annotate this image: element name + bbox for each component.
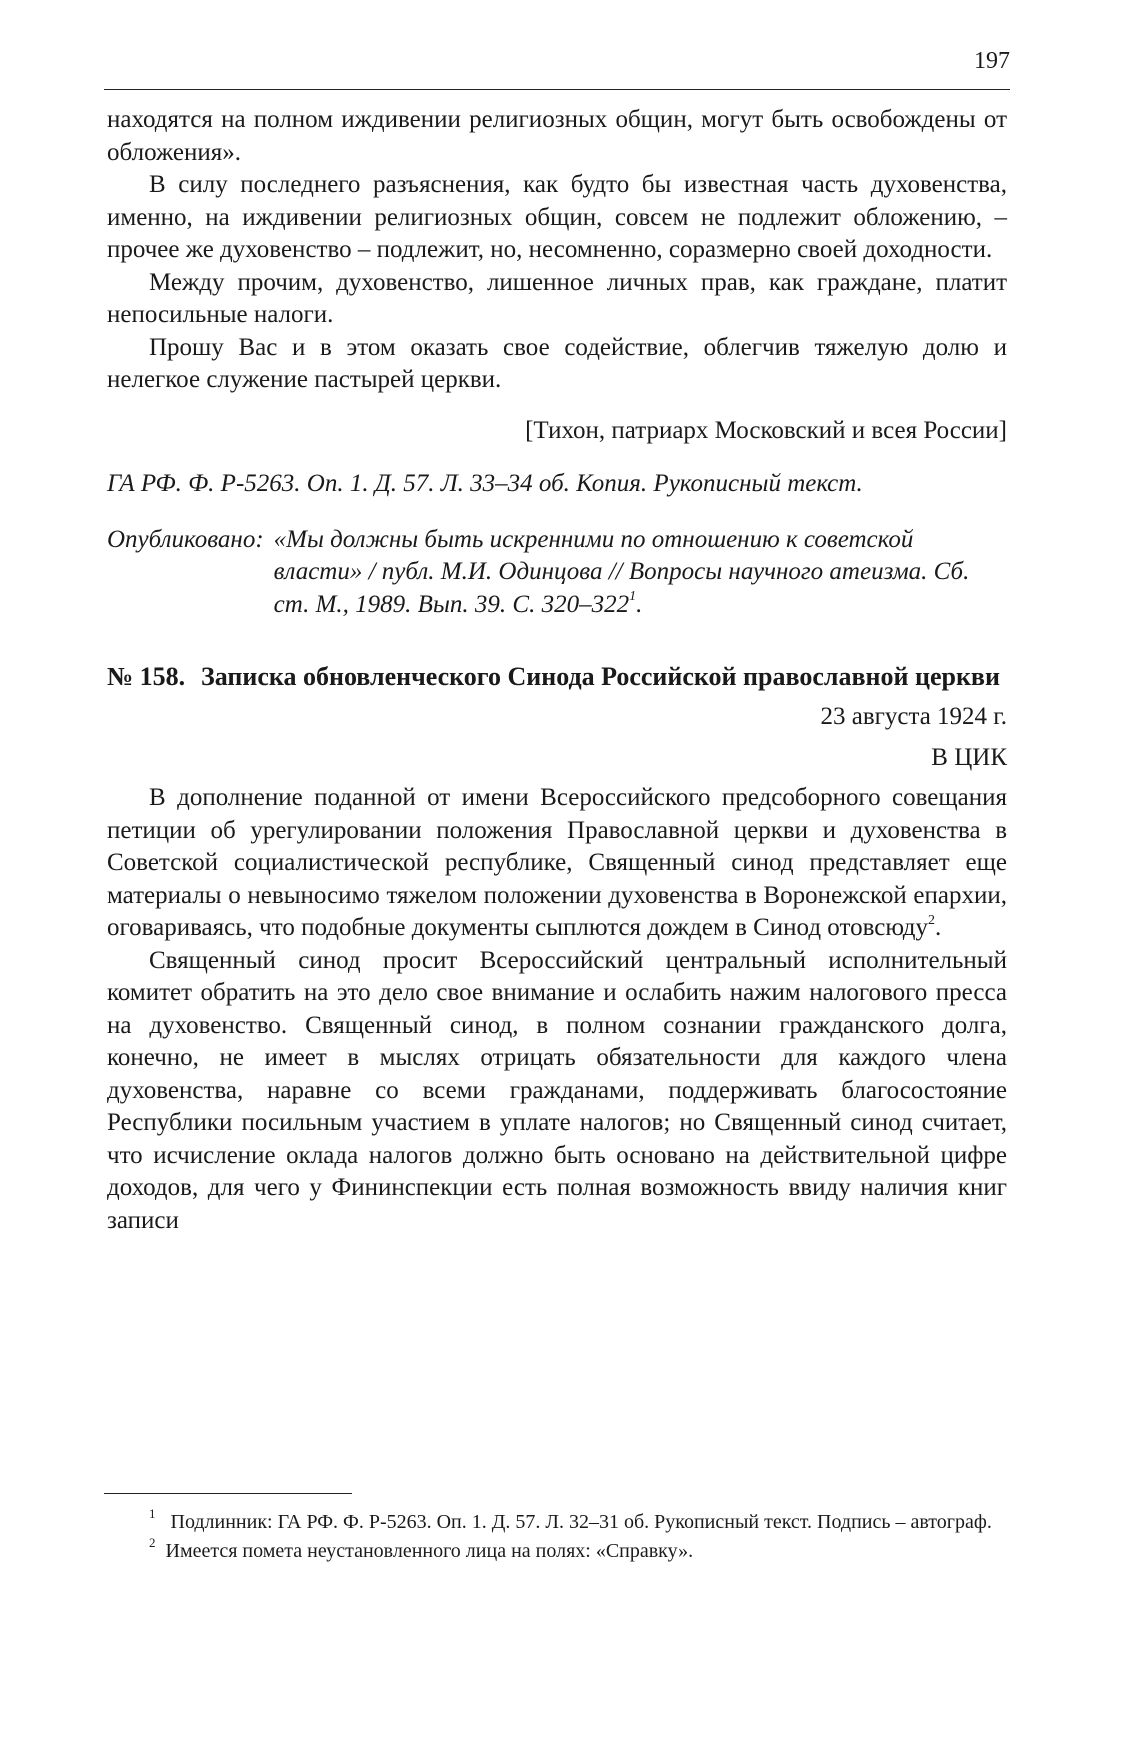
paragraph: Священный синод просит Всероссийский центральный исполнительный комитет обратить на это дело свое внимание и ослабить нажим налогового пресса на духовенство. Священный синод, в полном сознании гражданского долга, конечно, не имеет в мыслях отрицать обязательности для каждого члена духовенства, наравне со всеми гражданами, поддерживать благосостояние Республики посильным участием в уплате налогов; но Священный синод считает, что исчисление оклада налогов должно быть основано на действительной цифре доходов, для чего у Фининспекции есть полная возможность ввиду наличия книг записи <box>107 946 1007 1234</box>
signature: [Тихон, патриарх Московский и всея России] <box>525 416 1007 444</box>
footnote-text: Подлинник: ГА РФ. Ф. Р-5263. Оп. 1. Д. 57. Л. 32–31 об. Рукописный текст. Подпись – автограф. <box>170 1511 992 1533</box>
footnotes <box>107 1508 1007 1566</box>
publication-label: Опубликовано: <box>107 525 264 553</box>
publication-text <box>274 524 1007 622</box>
paragraph-end: . <box>934 914 942 941</box>
footnote-ref: 1 <box>629 589 637 605</box>
footnote <box>107 1508 1007 1537</box>
header-rule <box>104 89 1010 90</box>
publication-end: . <box>636 590 643 618</box>
paragraph: В силу последнего разъяснения, как будто бы известная часть духовенства, именно, на иждивении религиозных общин, совсем не подлежит обложению, – прочее же духовенство – подлежит, но, несомненно, соразмерно своей доходности. <box>107 171 1007 263</box>
paragraph <box>107 782 1007 945</box>
archive-reference: ГА РФ. Ф. Р-5263. Оп. 1. Д. 57. Л. 33–34 об. Копия. Рукописный текст. <box>107 470 863 497</box>
document-addressee: В ЦИК <box>931 743 1007 771</box>
document-number: № 158. <box>107 662 186 691</box>
paragraph-text: В дополнение поданной от имени Всероссийского предсоборного совещания петиции об урегулировании положения Православной церкви и духовенства в Советской социалистической республике, Священный синод представляет еще материалы о невыносимо тяжелом положении духовенства в Воронежской епархии, оговариваясь, что подобные документы сыплются дождем в Синод отовсюду <box>107 784 1007 941</box>
document-title: Записка обновленческого Синода Российской православной церкви <box>201 662 1000 691</box>
page-number: 197 <box>974 48 1010 74</box>
publication-citation: «Мы должны быть искренними по отношению к советской власти» / публ. М.И. Одинцова // Вопросы научного атеизма. Сб. ст. М., 1989. Вып. 39. С. 320–322 <box>273 525 970 618</box>
footnote-text: Имеется помета неустановленного лица на полях: «Справку». <box>165 1540 694 1562</box>
footnote-ref: 2 <box>927 912 935 928</box>
footnote-rule <box>104 1493 352 1494</box>
paragraph: Прошу Вас и в этом оказать свое содействие, облегчив тяжелую долю и нелегкое служение пастырей церкви. <box>107 333 1007 393</box>
main-text <box>107 104 1007 1237</box>
publication-note <box>107 524 1007 622</box>
paragraph: Между прочим, духовенство, лишенное личных прав, как граждане, платит непосильные налоги. <box>107 268 1007 328</box>
footnote-mark: 1 <box>149 1506 156 1522</box>
footnote <box>107 1537 1007 1566</box>
document-date: 23 августа 1924 г. <box>820 703 1007 730</box>
document-heading <box>107 660 1007 693</box>
paragraph-continued: находятся на полном иждивении религиозных общин, могут быть освобождены от обложения». <box>107 106 1007 166</box>
footnote-mark: 2 <box>149 1535 156 1551</box>
